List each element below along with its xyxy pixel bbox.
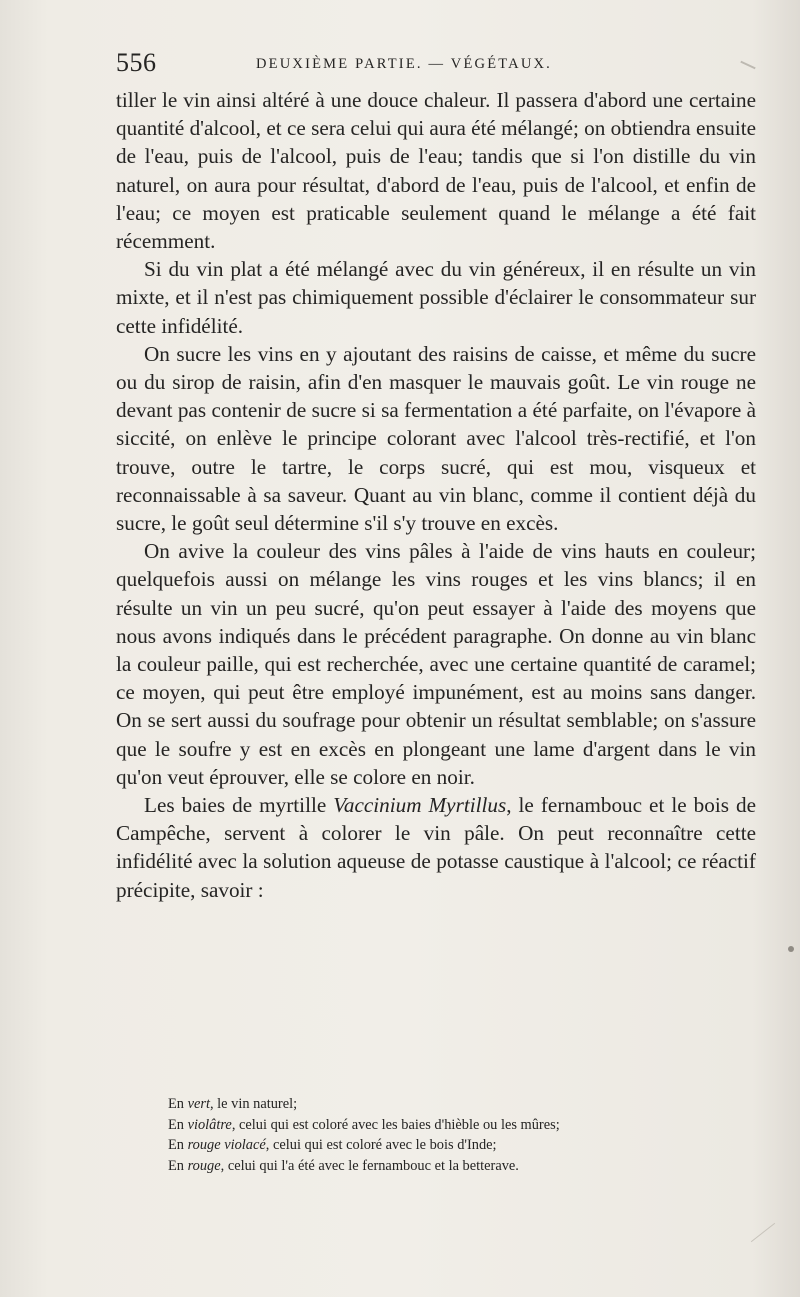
text-run: Si du vin plat a été mélangé avec du vin généreux, il en résulte un vin mixte, et il n'est pas chimiquement possible d'éclairer le consommateur sur cette infidélité. bbox=[116, 257, 756, 338]
page-number: 556 bbox=[116, 48, 157, 77]
list-item bbox=[168, 1135, 768, 1156]
text-run: On sucre les vins en y ajoutant des raisins de caisse, et même du sucre ou du sirop de raisin, afin d'en masquer le mauvais goût. Le vin rouge ne devant pas contenir de sucre si sa fermentation a été parfaite, on l'évapore à siccité, on enlève le principe colorant avec l'alcool très-rectifié, et l'on trouve, outre le tartre, le corps sucré, qui est mou, visqueux et reconnaissable à sa saveur. Quant au vin blanc, comme il contient déjà du sucre, le goût seul détermine s'il s'y trouve en excès. bbox=[116, 341, 756, 536]
running-head: DEUXIÈME PARTIE. — VÉGÉTAUX. bbox=[256, 56, 552, 72]
list-prefix: En bbox=[168, 1137, 188, 1154]
list-text: , celui qui est coloré avec les baies d'hièble ou les mûres; bbox=[231, 1116, 560, 1133]
list-text: , celui qui l'a été avec le fernambouc et la betterave. bbox=[220, 1157, 519, 1174]
test-results-list bbox=[168, 1094, 768, 1176]
text-run: , le fernambouc et le bois de Campêche, servent à colorer le vin pâle. On peut reconnaître cette infidélité avec la solution aqueuse de potasse caustique à l'alcool; ce réactif précipite, savoir : bbox=[116, 793, 756, 902]
color-term: vert bbox=[187, 1096, 210, 1112]
paragraph bbox=[116, 86, 756, 255]
list-prefix: En bbox=[168, 1157, 188, 1174]
list-prefix: En bbox=[168, 1096, 188, 1112]
text-run: On avive la couleur des vins pâles à l'aide de vins hauts en couleur; quelquefois aussi on mélange les vins rouges et les vins blancs; il en résulte un vin un peu sucré, qu'on peut essayer à l'aide des moyens que nous avons indiqués dans le précédent paragraphe. On donne au vin blanc la couleur paille, qui est recherchée, avec une certaine quantité de caramel; ce moyen, qui peut être employé impunément, est au moins sans danger. On se sert aussi du soufrage pour obtenir un résultat semblable; on s'assure que le soufre y est en excès en plongeant une lame d'argent dans le vin qu'on veut éprouver, elle se colore en noir. bbox=[116, 539, 756, 789]
color-term: rouge violacé bbox=[187, 1137, 266, 1154]
text-run: Les baies de myrtille bbox=[144, 793, 334, 818]
color-term: rouge bbox=[187, 1157, 221, 1174]
italic-term: Vaccinium Myrtillus bbox=[333, 793, 507, 818]
list-item bbox=[168, 1115, 768, 1136]
paragraph bbox=[116, 791, 756, 904]
page-header bbox=[116, 48, 750, 88]
paper-mark bbox=[751, 1223, 775, 1242]
list-text: , celui qui est coloré avec le bois d'Inde; bbox=[265, 1137, 497, 1154]
paragraph bbox=[116, 255, 756, 340]
list-item bbox=[168, 1094, 768, 1115]
text-run: tiller le vin ainsi altéré à une douce chaleur. Il passera d'abord une certaine quantité d'alcool, et ce sera celui qui aura été mélangé; on obtiendra ensuite de l'eau, puis de l'alcool, puis de l'eau; tandis que si l'on distille du vin naturel, on aura pour résultat, d'abord de l'eau, puis de l'alcool, et enfin de l'eau; ce moyen est praticable seulement quand le mélange a été fait récemment. bbox=[116, 88, 756, 254]
list-item bbox=[168, 1156, 768, 1177]
body-text bbox=[116, 86, 756, 904]
paragraph bbox=[116, 340, 756, 537]
list-text: , le vin naturel; bbox=[209, 1096, 298, 1112]
paragraph bbox=[116, 537, 756, 791]
color-term: violâtre bbox=[187, 1116, 232, 1133]
ink-spot bbox=[788, 946, 794, 952]
list-prefix: En bbox=[168, 1116, 188, 1133]
